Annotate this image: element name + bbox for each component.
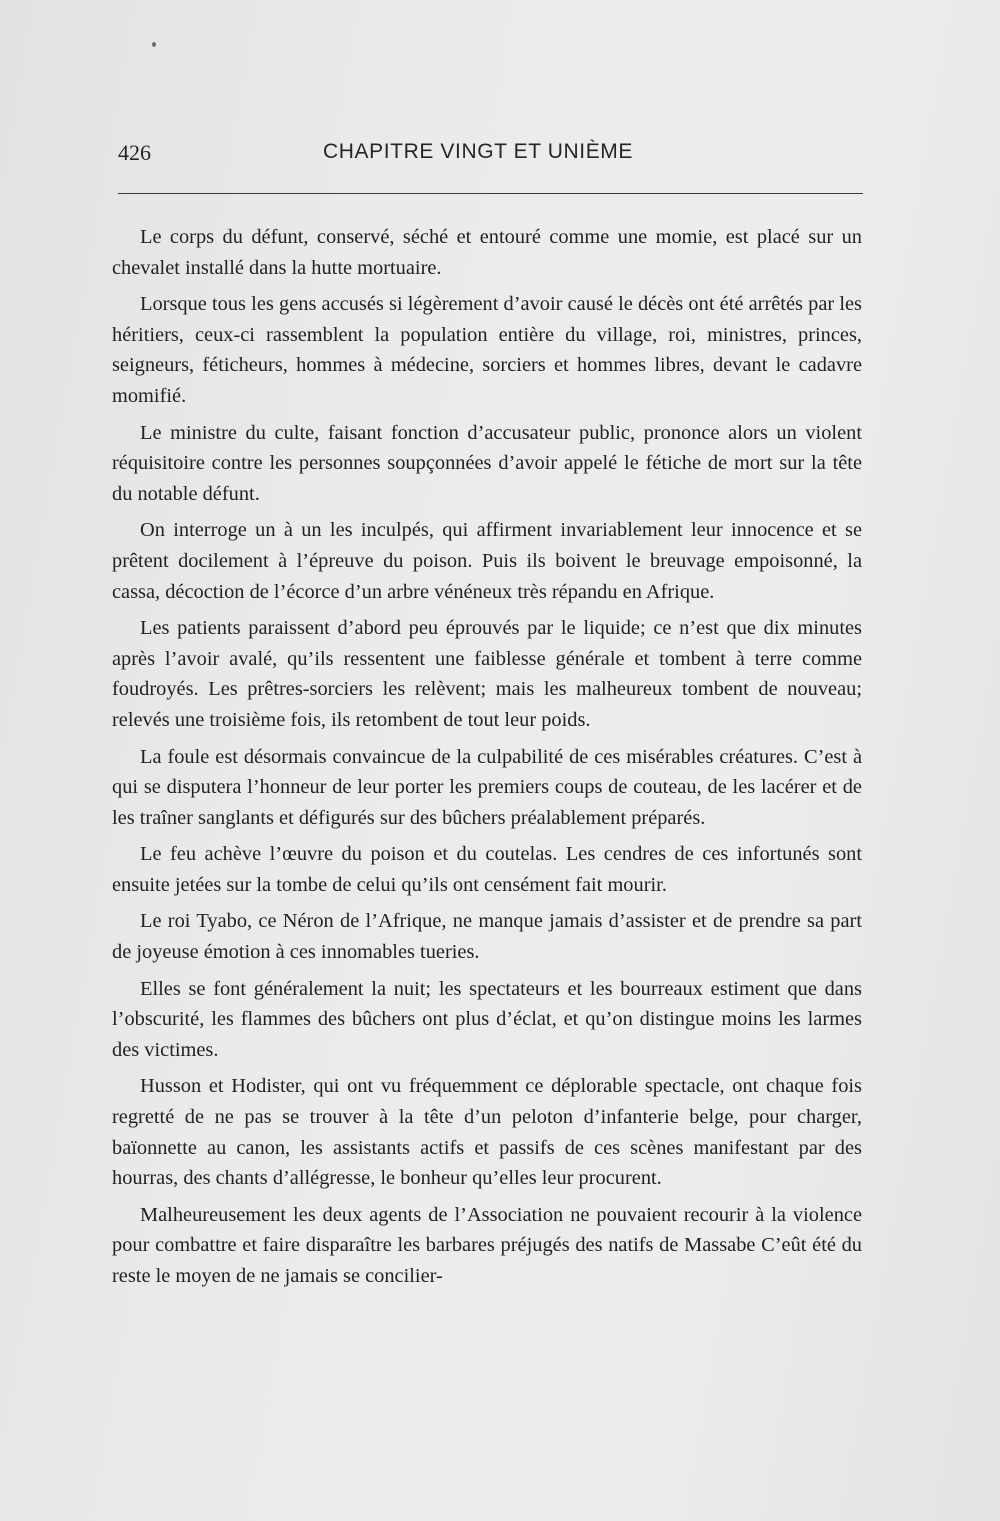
- paragraph: Le roi Tyabo, ce Néron de l’Afrique, ne manque jamais d’assister et de prendre sa part de joyeuse émotion à ces innomables tueries.: [112, 910, 862, 964]
- header-rule: [118, 193, 863, 194]
- paragraph: Lorsque tous les gens accusés si légèrement d’avoir causé le décès ont été arrêtés par les héritiers, ceux-ci rassemblent la population entière du village, roi, ministres, princes, seigneurs, féticheurs, hommes à médecine, sorciers et hommes libres, devant le cadavre momifié.: [112, 293, 862, 407]
- chapter-title: CHAPITRE VINGT ET UNIÈME: [323, 140, 633, 163]
- body-text: [112, 222, 862, 1298]
- page-number: 426: [118, 140, 151, 165]
- paragraph: Le corps du défunt, conservé, séché et entouré comme une momie, est placé sur un chevalet installé dans la hutte mortuaire.: [112, 226, 862, 279]
- paragraph: On interroge un à un les inculpés, qui affirment invariablement leur innocence et se prêtent docilement à l’épreuve du poison. Puis ils boivent le breuvage empoisonné, la cassa, décoction de l’écorce d’un arbre vénéneux très répandu en Afrique.: [112, 519, 862, 603]
- paragraph: Le ministre du culte, faisant fonction d’accusateur public, prononce alors un violent réquisitoire contre les personnes soupçonnées d’avoir appelé le fétiche de mort sur la tête du notable défunt.: [112, 421, 862, 505]
- paragraph: Husson et Hodister, qui ont vu fréquemment ce déplorable spectacle, ont chaque fois regretté de ne pas se trouver à la tête d’un peloton d’infanterie belge, pour charger, baïonnette au canon, les assistants actifs et passifs de ces scènes manifestant par des hourras, des chants d’allégresse, le bonheur qu’elles leur procurent.: [112, 1075, 862, 1190]
- ink-speck: [152, 42, 156, 47]
- paragraph: La foule est désormais convaincue de la culpabilité de ces misérables créatures. C’est à qui se disputera l’honneur de leur porter les premiers coups de couteau, de les lacérer et de les traîner sanglants et défigurés sur des bûchers préalablement préparés.: [112, 745, 862, 829]
- paragraph: Les patients paraissent d’abord peu éprouvés par le liquide; ce n’est que dix minutes après l’avoir avalé, qu’ils ressentent une faiblesse générale et tombent à terre comme foudroyés. Les prêtres-sorciers les relèvent; mais les malheureux tombent de nouveau; relevés une troisième fois, ils retombent de tout leur poids.: [112, 617, 862, 731]
- paragraph: Le feu achève l’œuvre du poison et du coutelas. Les cendres de ces infortunés sont ensuite jetées sur la tombe de celui qu’ils ont censément fait mourir.: [112, 843, 862, 896]
- paragraph: Malheureusement les deux agents de l’Association ne pouvaient recourir à la violence pour combattre et faire disparaître les barbares préjugés des natifs de Massabe C’eût été du reste le moyen de ne jamais se concilier-: [112, 1203, 862, 1287]
- running-header: [118, 140, 863, 170]
- paragraph: Elles se font généralement la nuit; les spectateurs et les bourreaux estiment que dans l’obscurité, les flammes des bûchers ont plus d’éclat, et qu’on distingue moins les larmes des victimes.: [112, 977, 862, 1061]
